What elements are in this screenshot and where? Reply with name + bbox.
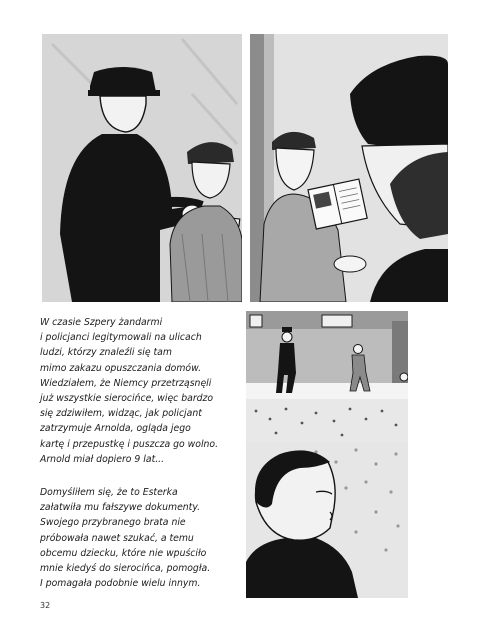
caption-line: ludzi, którzy znaleźli się tam: [40, 347, 172, 359]
street-scene-panel: [246, 311, 408, 443]
caption-line: próbowała nawet szukać, a temu: [40, 532, 194, 544]
caption-line: Wiedziałem, że Niemcy przetrząsnęli: [40, 377, 212, 389]
caption-arnold-stopped: [40, 315, 238, 467]
caption-line: Swojego przybranego brata nie: [40, 517, 186, 529]
boy-shows-papers-panel: [250, 34, 448, 302]
boy-portrait-panel: [246, 442, 408, 598]
caption-line: obcemu dziecku, które nie wpuściło: [40, 547, 207, 559]
caption-line: i policjanci legitymowali na ulicach: [40, 332, 202, 344]
caption-line: się zdziwiłem, widząc, jak policjant: [40, 408, 202, 420]
caption-line: kartę i przepustkę i puszcza go wolno.: [40, 438, 219, 450]
caption-esterka-helped: [40, 485, 238, 591]
caption-line: Arnold miał dopiero 9 lat...: [40, 453, 165, 465]
caption-line: mnie kiedyś do sierocińca, pomogła.: [40, 563, 211, 575]
caption-line: I pomagała podobnie wielu innym.: [40, 578, 201, 590]
caption-line: załatwiła mu fałszywe dokumenty.: [40, 502, 201, 514]
caption-line: mimo zakazu opuszczania domów.: [40, 362, 202, 374]
caption-line: W czasie Szpery żandarmi: [40, 317, 163, 328]
caption-line: już wszystkie sierocińce, więc bardzo: [40, 393, 214, 405]
policeman-stops-boy-panel: [42, 34, 242, 302]
caption-line: zatrzymuje Arnolda, ogląda jego: [40, 423, 191, 435]
page-number: 32: [40, 601, 51, 610]
caption-line: Domyśliłem się, że to Esterka: [40, 487, 178, 498]
